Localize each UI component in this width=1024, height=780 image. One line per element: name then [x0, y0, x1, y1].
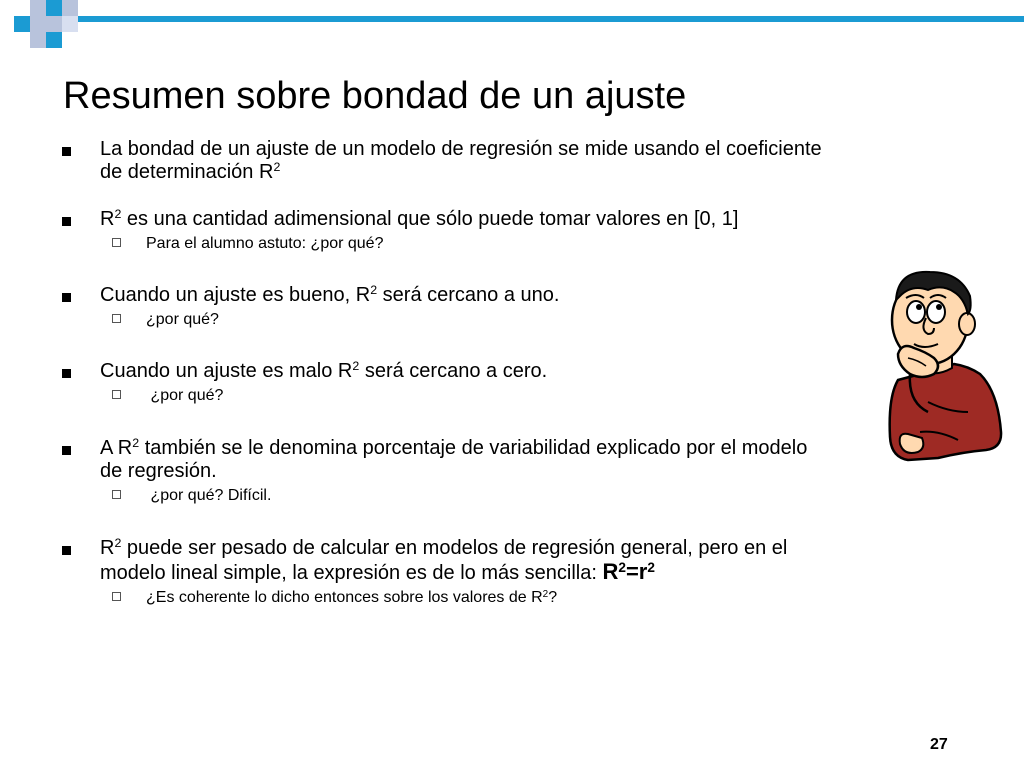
hollow-square-bullet-icon [112, 238, 121, 247]
thinking-man-icon [868, 262, 1008, 467]
sub-bullet-item [62, 234, 832, 254]
accent-line [78, 16, 1024, 22]
bullet-text: $R^2$ es una cantidad adimensional que sólo puede tomar valores en [0, 1] [100, 207, 739, 230]
sub-bullet-text: Para el alumno astuto: ¿por qué? [146, 235, 384, 252]
square-bullet-icon [62, 293, 71, 302]
square-bullet-icon [62, 446, 71, 455]
sub-bullet-text: ¿Es coherente lo dicho entonces sobre los valores de $R^2$? [146, 588, 558, 606]
sub-bullet-item [62, 588, 832, 608]
deco-square [46, 0, 62, 16]
bullet-text: Cuando un ajuste es malo $R^2$ será cercano a cero. [100, 359, 548, 382]
square-bullet-icon [62, 546, 71, 555]
page-number: 27 [930, 736, 948, 753]
hollow-square-bullet-icon [112, 592, 121, 601]
deco-square [46, 16, 62, 32]
sub-bullet-item [62, 310, 832, 330]
square-bullet-icon [62, 369, 71, 378]
bullet-item [62, 437, 832, 483]
sub-bullet-text: ¿por qué? [146, 311, 219, 328]
bullet-text: Cuando un ajuste es bueno, $R^2$ será cercano a uno. [100, 283, 560, 306]
slide-title: Resumen sobre bondad de un ajuste [63, 75, 687, 117]
deco-square [14, 16, 30, 32]
deco-square [62, 0, 78, 16]
square-bullet-icon [62, 217, 71, 226]
formula: $R^2=r^2$ [602, 559, 655, 584]
bullet-item [62, 537, 832, 585]
square-bullet-icon [62, 147, 71, 156]
bullet-item [62, 360, 832, 383]
bullet-text: $R^2$ puede ser pesado de calcular en modelos de regresión general, pero en el modelo lineal simple, la expresión es de lo más sencilla: $R^2=r^2$ [100, 536, 788, 584]
deco-square [46, 32, 62, 48]
hollow-square-bullet-icon [112, 314, 121, 323]
bullet-text: La bondad de un ajuste de un modelo de regresión se mide usando el coeficiente de determinación $R^2$ [100, 138, 822, 183]
sub-bullet-text: ¿por qué? Difícil. [146, 487, 272, 504]
sub-bullet-item [62, 486, 832, 506]
bullet-item [62, 138, 832, 184]
bullet-item [62, 208, 832, 231]
deco-square [62, 16, 78, 32]
hollow-square-bullet-icon [112, 490, 121, 499]
header-decoration [0, 0, 1024, 60]
deco-square [30, 0, 46, 16]
deco-square [30, 32, 46, 48]
sub-bullet-item [62, 386, 832, 406]
bullet-text: A $R^2$ también se le denomina porcentaje de variabilidad explicado por el modelo de regresión. [100, 436, 808, 482]
sub-bullet-text: ¿por qué? [146, 387, 224, 404]
deco-square [30, 16, 46, 32]
hollow-square-bullet-icon [112, 390, 121, 399]
bullet-list [62, 138, 832, 608]
bullet-item [62, 284, 832, 307]
